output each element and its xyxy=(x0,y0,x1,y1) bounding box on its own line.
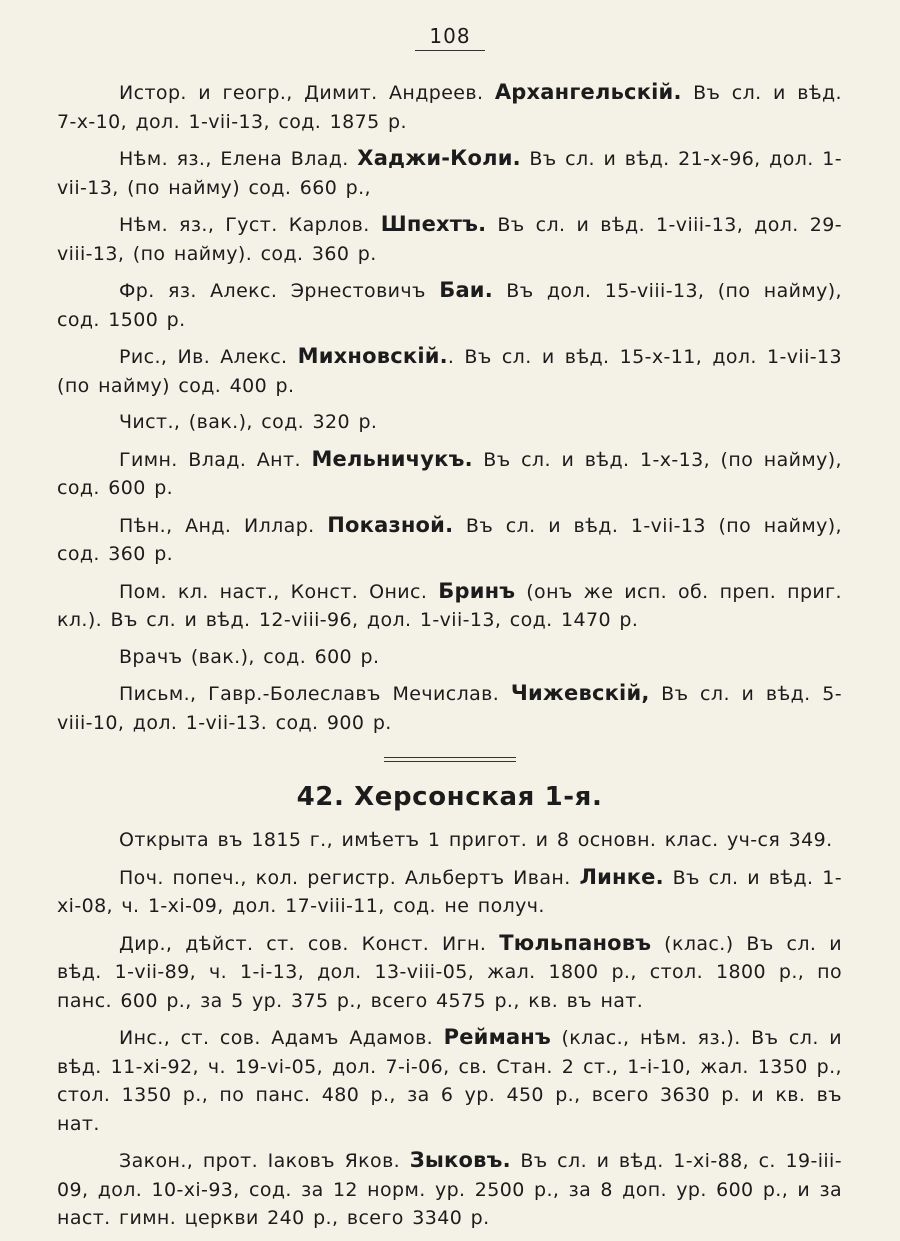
staff-surname: Чижевскій, xyxy=(510,681,650,705)
staff-entry: Закон., прот. Іаковъ Яков. Зыковъ. Въ сл. и вѣд. 1-xi-88, с. 19-iii-09, дол. 10-xi-93, сод. за 12 норм. ур. 2500 р., за 8 доп. ур. 600 р., и за наст. гимн. церкви 240 р., всего 3340 р. xyxy=(57,1148,842,1229)
staff-surname: Бринъ xyxy=(438,578,516,603)
staff-entry: Инс., ст. сов. Адамъ Адамов. Рейманъ (клас., нѣм. яз.). Въ сл. и вѣд. 11-xi-92, ч. 19-vi-05, дол. 7-i-06, св. Стан. 2 ст., 1-i-10, жал. 1350 р., стол. 1350 р., по панс. 480 р., за 6 ур. 450 р., всего 3630 р. и кв. въ нат. xyxy=(57,1025,843,1135)
page-content xyxy=(57,78,842,1241)
staff-surname: Архангельскій. xyxy=(494,80,682,104)
section-divider xyxy=(384,757,516,762)
staff-entry: Пом. кл. наст., Конст. Онис. Бринъ (онъ же исп. об. преп. приг. кл.). Въ сл. и вѣд. 12-viii-96, дол. 1-vii-13, сод. 1470 р. xyxy=(57,578,843,631)
staff-entry: Истор. и геогр., Димит. Андреев. Архангельскій. Въ сл. и вѣд. 7-x-10, дол. 1-vii-13, сод. 1875 р. xyxy=(57,80,842,133)
staff-surname: Мельничукъ. xyxy=(311,446,473,471)
staff-surname: Хаджи-Коли. xyxy=(357,146,521,170)
page-number: 108 xyxy=(0,24,900,51)
staff-surname: Показной. xyxy=(327,512,454,537)
staff-surname: Михновскій. xyxy=(297,344,448,368)
staff-entry: Нѣм. яз., Густ. Карлов. Шпехтъ. Въ сл. и вѣд. 1-viii-13, дол. 29-viii-13, (по найму). сод. 360 р. xyxy=(57,212,842,265)
staff-entry: Поч. попеч., кол. регистр. Альбертъ Иван. Линке. Въ сл. и вѣд. 1-xi-08, ч. 1-xi-09, дол. 17-viii-11, сод. не получ. xyxy=(57,864,842,917)
staff-surname: Зыковъ. xyxy=(409,1148,511,1172)
staff-list-top xyxy=(57,78,842,737)
staff-surname: Баи. xyxy=(439,278,493,302)
staff-entry: Гимн. Влад. Ант. Мельничукъ. Въ сл. и вѣд. 1-x-13, (по найму), сод. 600 р. xyxy=(57,446,842,499)
staff-entry: Врачъ (вак.), сод. 600 р. xyxy=(119,645,380,668)
staff-entry: Рис., Ив. Алекс. Михновскій.. Въ сл. и вѣд. 15-x-11, дол. 1-vii-13 (по найму) сод. 400 р. xyxy=(57,344,842,397)
staff-surname: Тюльпановъ xyxy=(499,930,652,955)
school-info: Открыта въ 1815 г., имѣетъ 1 пригот. и 8 основн. клас. уч-ся 349. xyxy=(119,829,833,851)
staff-surname: Линке. xyxy=(579,864,664,889)
staff-surname: Шпехтъ. xyxy=(380,212,487,236)
staff-entry: Пѣн., Анд. Иллар. Показной. Въ сл. и вѣд. 1-vii-13 (по найму), сод. 360 р. xyxy=(57,512,842,565)
staff-list-section xyxy=(57,826,842,1233)
staff-entry: Чист., (вак.), сод. 320 р. xyxy=(119,411,378,433)
staff-surname: Рейманъ xyxy=(443,1025,551,1049)
staff-entry: Нѣм. яз., Елена Влад. Хаджи-Коли. Въ сл. и вѣд. 21-x-96, дол. 1-vii-13, (по найму) сод. 660 р., xyxy=(57,146,842,199)
section-heading: 42. Херсонская 1-я. xyxy=(296,782,603,812)
staff-entry: Дир., дѣйст. ст. сов. Конст. Игн. Тюльпановъ (клас.) Въ сл. и вѣд. 1-vii-89, ч. 1-i-13, дол. 13-viii-05, жал. 1800 р., стол. 1800 р., по панс. 600 р., за 5 ур. 375 р., всего 4575 р., кв. въ нат. xyxy=(57,930,842,1012)
staff-entry: Письм., Гавр.-Болеславъ Мечислав. Чижевскій, Въ сл. и вѣд. 5-viii-10, дол. 1-vii-13. сод. 900 р. xyxy=(57,681,842,734)
staff-entry: Фр. яз. Алекс. Эрнестовичъ Баи. Въ дол. 15-viii-13, (по найму), сод. 1500 р. xyxy=(57,278,842,331)
